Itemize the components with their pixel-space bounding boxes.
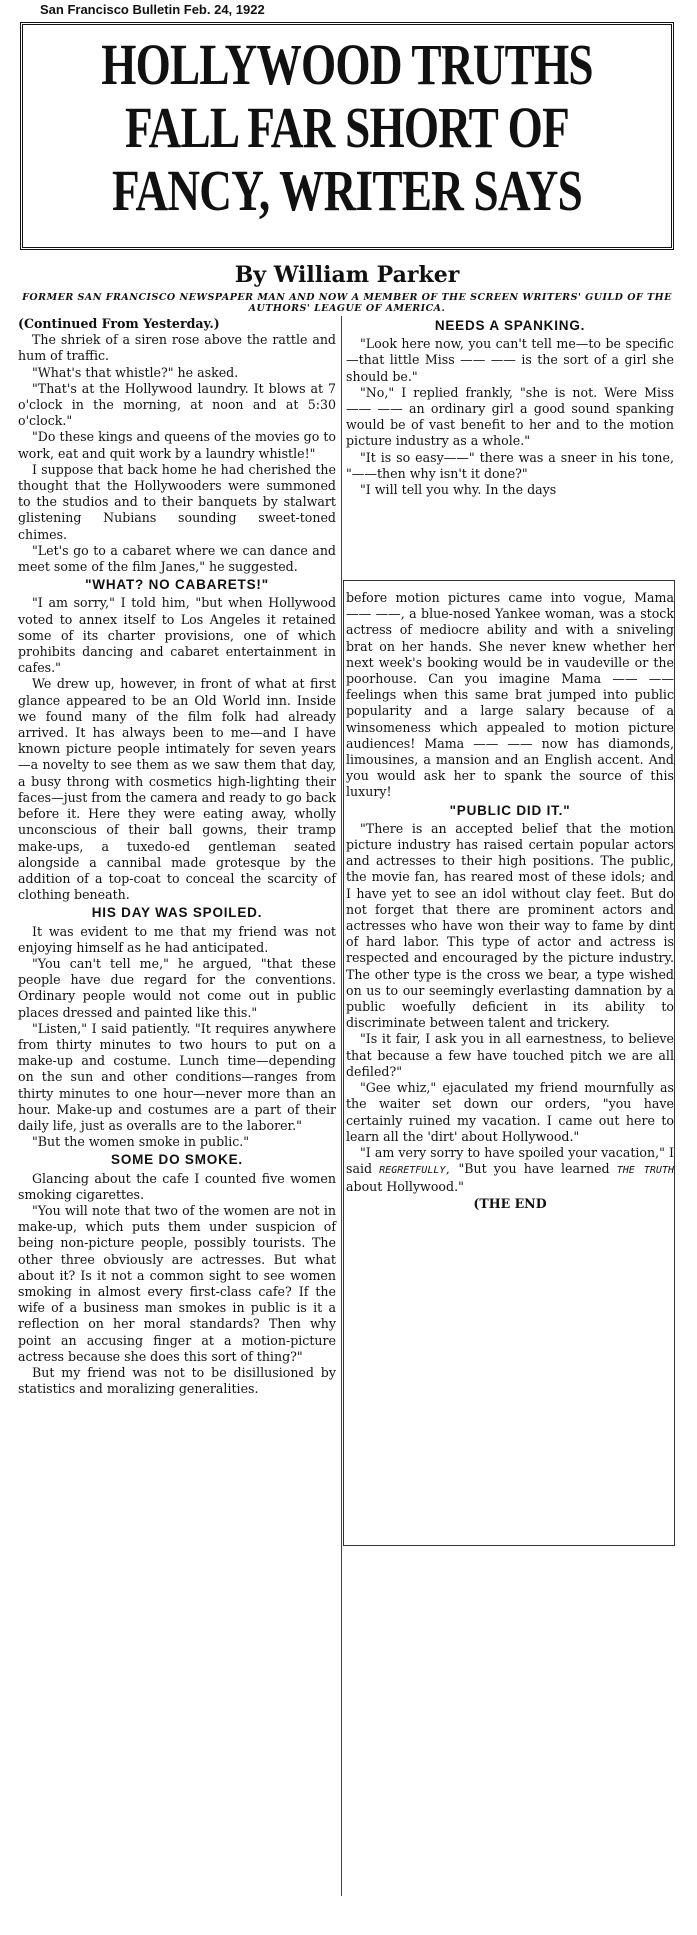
headline-line-2: FALL FAR SHORT OF [125, 95, 569, 160]
subheading-day-spoiled: HIS DAY WAS SPOILED. [91, 905, 263, 921]
paragraph: "Is it fair, I ask you in all earnestness, to believe that because a few have touched pitch we are all defiled?" [346, 1031, 674, 1079]
subheading-some-do-smoke: SOME DO SMOKE. [111, 1152, 243, 1168]
paragraph: "You can't tell me," he argued, "that these people have due regard for the conventions. Ordinary people would not come out in public places dressed and painted like this." [18, 955, 336, 1020]
paragraph: "That's at the Hollywood laundry. It blows at 7 o'clock in the morning, at noon and at 5:30 o'clock." [18, 380, 336, 429]
author-credentials: FORMER SAN FRANCISCO NEWSPAPER MAN AND NOW A MEMBER OF THE SCREEN WRITERS' GUILD OF THE AUTHORS' LEAGUE OF AMERICA. [22, 292, 672, 314]
headline-line-3: FANCY, WRITER SAYS [112, 158, 582, 223]
handwritten-the-truth: THE TRUTH [616, 1165, 674, 1177]
paragraph: before motion pictures came into vogue, Mama —— ——, a blue-nosed Yankee woman, was a stock actress of mediocre ability and with a sniveling brat on her hands. She never knew whether her next week's booking would be in vaudeville or the poorhouse. Can you imagine Mama —— —— feelings when this same brat jumped into public popularity and a large salary because of a winsomeness which appealed to motion picture audiences! Mama —— —— now has diamonds, limousines, a mansion and an English accent. And you would ask her to spank the source of this luxury! [346, 590, 674, 800]
headline-box [20, 22, 674, 250]
column-right-bottom [346, 590, 674, 1212]
source-line: San Francisco Bulletin Feb. 24, 1922 [40, 2, 265, 17]
handwritten-regretfully: REGRETFULLY, [379, 1165, 452, 1177]
paragraph: "Let's go to a cabaret where we can dance and meet some of the film Janes," he suggested. [18, 542, 336, 575]
continued-note: (Continued From Yesterday.) [18, 316, 220, 331]
paragraph: But my friend was not to be disillusioned by statistics and moralizing generalities. [18, 1365, 336, 1397]
paragraph: "There is an accepted belief that the motion picture industry has raised certain popular actors and actresses to their high positions. The public, the movie fan, has reared most of these idols; and I have yet to see an idol without clay feet. But do not forget that there are prominent actors and actresses who have won their way to fame by dint of hard labor. This type of actor and actress is respected and encouraged by the picture industry. The other type is the cross we bear, a type wished on us to our seemingly everlasting damnation by a public woefully deficient in its ability to discriminate between talent and trickery. [346, 820, 674, 1031]
subheading-no-cabarets: "WHAT? NO CABARETS!" [85, 577, 269, 593]
paragraph: I suppose that back home he had cherished the thought that the Hollywooders were summoned to the studios and to their banquets by stalwart glistening Nubians sounding sweet-toned chimes. [18, 461, 336, 542]
headline-line-1: HOLLYWOOD TRUTHS [101, 32, 593, 97]
paragraph: "But the women smoke in public." [32, 1134, 250, 1150]
subheading-needs-spanking: NEEDS A SPANKING. [434, 318, 586, 333]
byline: By William Parker [234, 262, 460, 288]
closing-text: about Hollywood." [346, 1179, 464, 1195]
paragraph: "You will note that two of the women are not in make-up, which puts them under suspicion of being non-picture people, possibly tourists. The other three obviously are actresses. But what about it? Is it not a common sight to see women smoking in almost every first-class cafe? If the wife of a business man smokes in public is it a reflection on her moral standards? Then why point an accusing finger at a motion-picture actress because she does this sort of thing?" [18, 1202, 336, 1364]
column-rule [341, 316, 342, 1896]
paragraph: "Do these kings and queens of the movies go to work, eat and quit work by a laundry whistle!" [18, 429, 336, 461]
column-right-top [346, 316, 674, 498]
paragraph: "What's that whistle?" he asked. [32, 364, 239, 380]
paragraph: "No," I replied frankly, "she is not. Were Miss —— —— an ordinary girl a good sound spanking would be of vast benefit to her and to the motion picture industry as a whole." [346, 384, 674, 449]
paragraph: "Listen," I said patiently. "It requires anywhere from thirty minutes to two hours to put on a make-up and costume. Lunch time—depending on the sun and other conditions—ranges from thirty minutes to one hour—never more than an hour. Make-up and costumes are a part of their daily life, just as overalls are to the laborer." [18, 1020, 336, 1133]
paragraph: "Look here now, you can't tell me—to be specific—that little Miss —— —— is the sort of a girl she should be." [346, 336, 674, 384]
paragraph: The shriek of a siren rose above the rattle and hum of traffic. [18, 332, 336, 364]
paragraph-closing [346, 1145, 674, 1196]
paragraph: "I will tell you why. In the days [360, 482, 557, 498]
paragraph: "It is so easy——" there was a sneer in his tone, "——then why isn't it done?" [346, 449, 674, 481]
subheading-public-did-it: "PUBLIC DID IT." [449, 802, 571, 818]
the-end-mark: (THE END [473, 1195, 547, 1211]
paragraph: Glancing about the cafe I counted five women smoking cigarettes. [18, 1170, 336, 1202]
paragraph: It was evident to me that my friend was not enjoying himself as he had anticipated. [18, 923, 336, 955]
paragraph: We drew up, however, in front of what at first glance appeared to be an Old World inn. Inside we found many of the film folk had already arrived. It has always been to me—and I have known picture people intimately for seven years—a novelty to see them as we saw them that day, a busy throng with cosmetics high-lighting their faces—just from the camera and ready to go back before it. Here they were eating away, wholly unconscious of their ball gowns, their tramp make-ups, a tuxedo-ed gentleman seated alongside a cannibal made grotesque by the addition of a top-coat to conceal the scarcity of clothing beneath. [18, 676, 336, 903]
closing-text: "I am very sorry to have spoiled your vacation," I said [346, 1144, 674, 1177]
column-left [18, 316, 336, 1397]
closing-text: "But you have learned [458, 1161, 610, 1177]
paragraph: "I am sorry," I told him, "but when Hollywood voted to annex itself to Los Angeles it retained some of its charter provisions, one of which prohibits dancing and cabaret entertainment in cafes." [18, 595, 336, 676]
paragraph: "Gee whiz," ejaculated my friend mournfully as the waiter set down our orders, "you have certainly ruined my vacation. I came out here to learn all the 'dirt' about Hollywood." [346, 1080, 674, 1144]
